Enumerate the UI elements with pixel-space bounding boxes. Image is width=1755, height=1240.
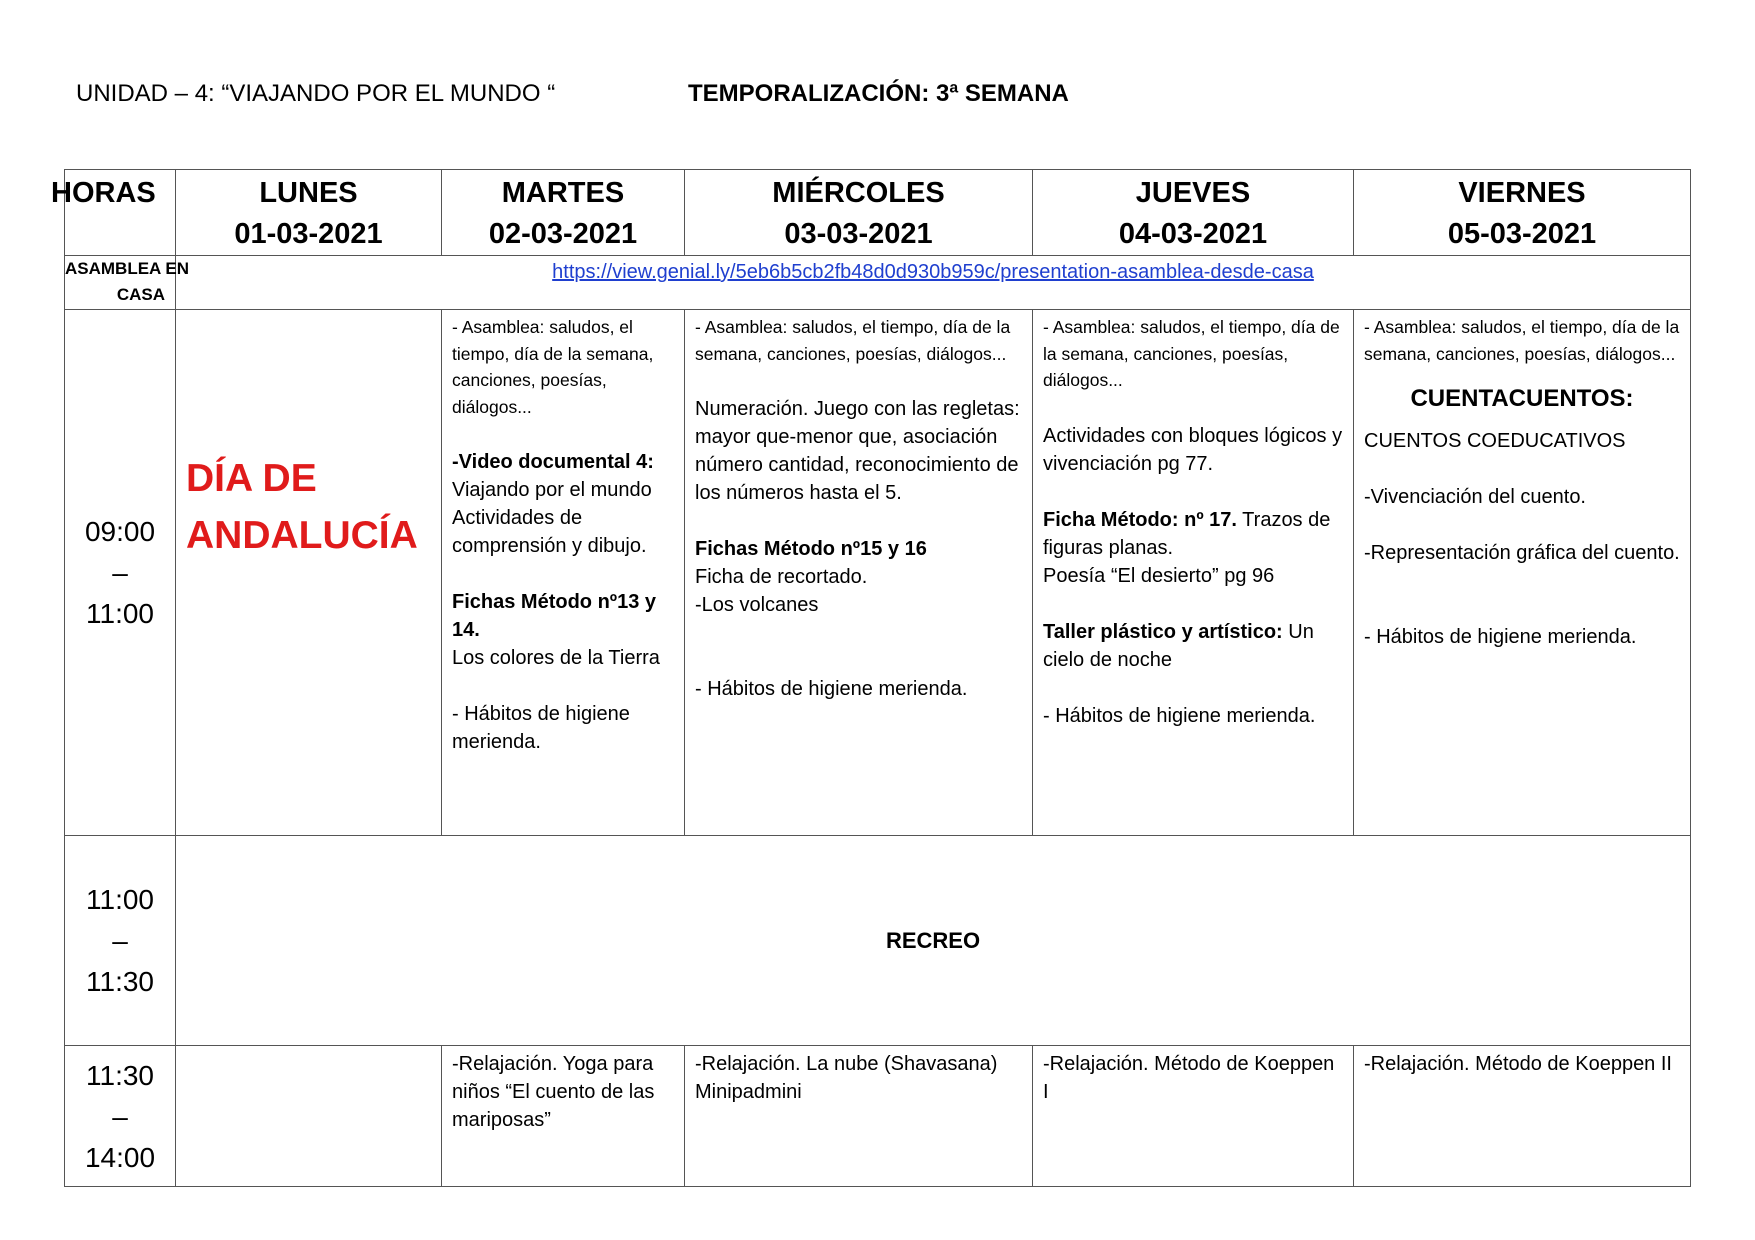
day-date: 05-03-2021 [1447, 218, 1597, 250]
day-date: 04-03-2021 [1118, 218, 1268, 250]
day-header-jueves [1033, 170, 1354, 256]
day-name: JUEVES [1135, 177, 1251, 209]
dia-de-andalucia: DÍA DE ANDALUCÍA [176, 310, 442, 836]
horas-header: HORAS [65, 170, 176, 256]
taller-title: Taller plástico y artístico: [1043, 620, 1283, 643]
fichas-title: Fichas Método nº13 y 14. [452, 591, 657, 641]
ficha-title: Ficha Método: nº 17. [1043, 508, 1237, 531]
recreo-label: RECREO [885, 927, 981, 953]
cell-jueves-slot3: -Relajación. Método de Koeppen I [1033, 1046, 1354, 1187]
day-date: 03-03-2021 [784, 218, 933, 250]
cell-viernes-slot3: -Relajación. Método de Koeppen II [1354, 1046, 1691, 1187]
header-row [65, 170, 1691, 256]
temporalizacion-title: TEMPORALIZACIÓN: 3ª SEMANA [688, 80, 1069, 107]
recreo-cell [176, 836, 1691, 1046]
video-title: -Video documental 4: [452, 451, 654, 473]
day-header-martes [442, 170, 685, 256]
schedule-table [51, 169, 1691, 1187]
cuentacuentos-title: CUENTACUENTOS: [1410, 385, 1634, 412]
habitos-text: - Hábitos de higiene merienda. [1364, 626, 1637, 648]
day-name: MIÉRCOLES [772, 177, 945, 209]
asamblea-text: - Asamblea: saludos, el tiempo, día de la semana, canciones, poesías, diálogos... [452, 317, 654, 417]
cell-viernes-slot1: - Asamblea: saludos, el tiempo, día de la semana, canciones, poesías, diálogos... CUENTACUENTOS: CUENTOS COEDUCATIVOS -Vivenciación del cuento. -Representación gráfica del cuento. - Hábitos de higiene merienda. [1354, 310, 1691, 836]
cell-lunes-slot3 [176, 1046, 442, 1187]
day-date: 02-03-2021 [488, 218, 638, 250]
asamblea-link[interactable]: https://view.genial.ly/5eb6b5cb2fb48d0d930b959c/presentation-asamblea-desde-casa [552, 261, 1314, 283]
fichas-title: Fichas Método nº15 y 16 [695, 538, 927, 560]
cell-jueves-slot1: - Asamblea: saludos, el tiempo, día de la semana, canciones, poesías, diálogos... Actividades con bloques lógicos y vivenciación pg 77. Ficha Método: nº 17. Trazos de figuras planas. Poesía “El desierto” pg 96 Taller plástico y artístico: Un cielo de noche - Hábitos de higiene merienda. [1033, 310, 1354, 836]
unit-title: UNIDAD – 4: “VIAJANDO POR EL MUNDO “ [76, 80, 556, 107]
day-date: 01-03-2021 [234, 218, 383, 250]
day-name: VIERNES [1458, 177, 1586, 209]
habitos-text: - Hábitos de higiene merienda. [452, 703, 630, 753]
slot-row-0900 [65, 310, 1691, 836]
slot-row-1130 [65, 1046, 1691, 1187]
habitos-text: - Hábitos de higiene merienda. [1043, 704, 1316, 727]
asamblea-text: - Asamblea: saludos, el tiempo, día de la semana, canciones, poesías, diálogos... [695, 317, 1011, 364]
cell-miercoles-slot1: - Asamblea: saludos, el tiempo, día de la semana, canciones, poesías, diálogos... Numeración. Juego con las regletas: mayor que-menor que, asociación número cantidad, reconocimiento de los números hasta el 5. Fichas Método nº15 y 16 Ficha de recortado. -Los volcanes - Hábitos de higiene merienda. [685, 310, 1033, 836]
day-header-viernes [1354, 170, 1691, 256]
time-slot-1100-1130: 11:00 – 11:30 [65, 836, 176, 1046]
cell-martes-slot3: -Relajación. Yoga para niños “El cuento de las mariposas” [442, 1046, 685, 1187]
day-name: LUNES [259, 177, 358, 209]
asamblea-text: - Asamblea: saludos, el tiempo, día de la semana, canciones, poesías, diálogos... [1043, 317, 1340, 390]
day-name: MARTES [501, 177, 625, 209]
time-slot-0900-1100: 09:00 – 11:00 [65, 310, 176, 836]
habitos-text: - Hábitos de higiene merienda. [695, 678, 968, 700]
day-header-lunes [176, 170, 442, 256]
day-header-miercoles [685, 170, 1033, 256]
slot-row-1100 [65, 836, 1691, 1046]
cell-martes-slot1: - Asamblea: saludos, el tiempo, día de la semana, canciones, poesías, diálogos... -Video documental 4: Viajando por el mundo Actividades de comprensión y dibujo. Fichas Método nº13 y 14. Los colores de la Tierra - Hábitos de higiene merienda. [442, 310, 685, 836]
asamblea-label: ASAMBLEA EN CASA [65, 256, 176, 310]
time-slot-1130-1400: 11:30 – 14:00 [65, 1046, 176, 1187]
asamblea-row [65, 256, 1691, 310]
asamblea-text: - Asamblea: saludos, el tiempo, día de la semana, canciones, poesías, diálogos... [1364, 317, 1680, 364]
cell-miercoles-slot3: -Relajación. La nube (Shavasana) Minipadmini [685, 1046, 1033, 1187]
